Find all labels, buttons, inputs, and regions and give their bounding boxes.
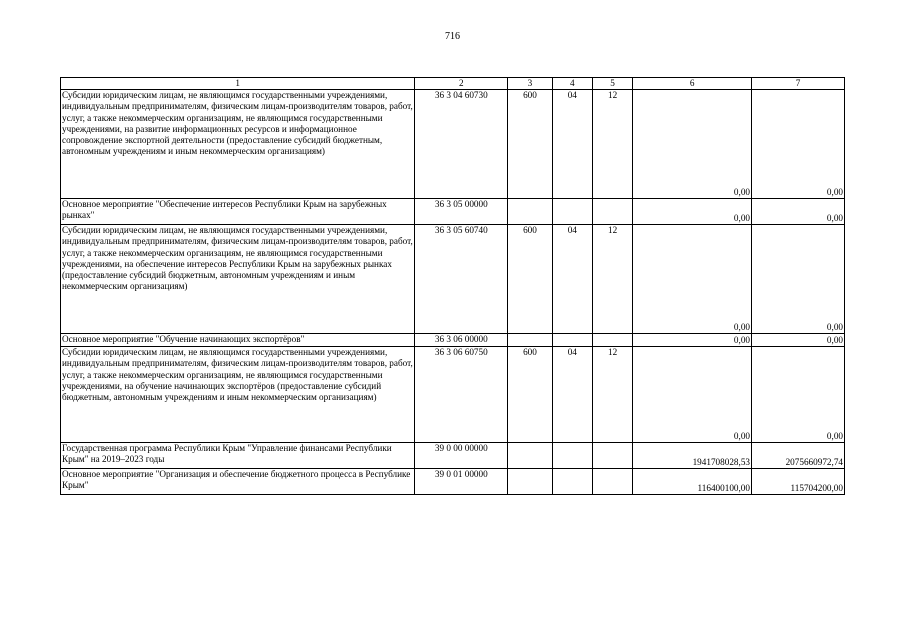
row-col-3 xyxy=(508,334,552,347)
table-row xyxy=(61,469,845,495)
table-row xyxy=(61,225,845,334)
row-code: 36 3 06 60750 xyxy=(415,347,508,443)
header-col-2: 2 xyxy=(415,78,508,90)
row-sum-7: 0,00 xyxy=(752,199,845,225)
header-col-1: 1 xyxy=(61,78,415,90)
row-name: Субсидии юридическим лицам, не являющимся государственными учреждениями, индивидуальным предпринимателям, физическим лицам-производителям товаров, работ, услуг, а также некоммерческим организациям, не являющимся государственными учреждениями, на развитие информационных ресурсов и информационное сопровождение экспортной деятельности (предоставление субсидий бюджетным, автономным учреждениям и иным некоммерческим организациям) xyxy=(61,90,415,199)
row-sum-7: 0,00 xyxy=(752,90,845,199)
row-sum-6: 0,00 xyxy=(633,334,752,347)
row-col-5: 12 xyxy=(592,347,632,443)
row-col-4 xyxy=(552,443,592,469)
row-name: Основное мероприятие "Обучение начинающих экспортёров" xyxy=(61,334,415,347)
row-col-4 xyxy=(552,334,592,347)
row-col-4: 04 xyxy=(552,225,592,334)
row-sum-6: 0,00 xyxy=(633,199,752,225)
row-col-3: 600 xyxy=(508,225,552,334)
row-col-5: 12 xyxy=(592,90,632,199)
row-sum-6: 1941708028,53 xyxy=(633,443,752,469)
row-col-5 xyxy=(592,443,632,469)
budget-table xyxy=(60,77,845,495)
header-col-7: 7 xyxy=(752,78,845,90)
row-col-3 xyxy=(508,469,552,495)
row-col-4 xyxy=(552,199,592,225)
row-col-5 xyxy=(592,334,632,347)
row-sum-6: 0,00 xyxy=(633,90,752,199)
header-col-6: 6 xyxy=(633,78,752,90)
row-sum-7: 0,00 xyxy=(752,347,845,443)
header-row xyxy=(61,78,845,90)
row-code: 36 3 05 00000 xyxy=(415,199,508,225)
header-col-4: 4 xyxy=(552,78,592,90)
row-code: 36 3 05 60740 xyxy=(415,225,508,334)
row-code: 39 0 00 00000 xyxy=(415,443,508,469)
row-code: 36 3 06 00000 xyxy=(415,334,508,347)
table-row xyxy=(61,90,845,199)
row-sum-6: 0,00 xyxy=(633,347,752,443)
page-number: 716 xyxy=(445,31,460,42)
row-name: Государственная программа Республики Крым "Управление финансами Республики Крым" на 2019–2023 годы xyxy=(61,443,415,469)
row-sum-7: 115704200,00 xyxy=(752,469,845,495)
row-name: Основное мероприятие "Организация и обеспечение бюджетного процесса в Республике Крым" xyxy=(61,469,415,495)
row-col-4 xyxy=(552,469,592,495)
row-col-3: 600 xyxy=(508,347,552,443)
row-col-3 xyxy=(508,199,552,225)
row-sum-6: 0,00 xyxy=(633,225,752,334)
header-col-5: 5 xyxy=(592,78,632,90)
row-col-4: 04 xyxy=(552,90,592,199)
table-row xyxy=(61,334,845,347)
row-col-5 xyxy=(592,469,632,495)
row-name: Субсидии юридическим лицам, не являющимся государственными учреждениями, индивидуальным предпринимателям, физическим лицам-производителям товаров, работ, услуг, а также некоммерческим организациям, не являющимся государственными учреждениями, на обеспечение интересов Республики Крым на зарубежных рынках (предоставление субсидий бюджетным, автономным учреждениям и иным некоммерческим организациям) xyxy=(61,225,415,334)
row-col-5: 12 xyxy=(592,225,632,334)
row-sum-6: 116400100,00 xyxy=(633,469,752,495)
row-name: Основное мероприятие "Обеспечение интересов Республики Крым на зарубежных рынках" xyxy=(61,199,415,225)
row-col-3: 600 xyxy=(508,90,552,199)
row-sum-7: 0,00 xyxy=(752,225,845,334)
row-col-5 xyxy=(592,199,632,225)
row-code: 39 0 01 00000 xyxy=(415,469,508,495)
row-sum-7: 0,00 xyxy=(752,334,845,347)
table-row xyxy=(61,443,845,469)
row-col-4: 04 xyxy=(552,347,592,443)
row-sum-7: 2075660972,74 xyxy=(752,443,845,469)
row-col-3 xyxy=(508,443,552,469)
row-code: 36 3 04 60730 xyxy=(415,90,508,199)
table-row xyxy=(61,199,845,225)
table-row xyxy=(61,347,845,443)
row-name: Субсидии юридическим лицам, не являющимся государственными учреждениями, индивидуальным предпринимателям, физическим лицам-производителям товаров, работ, услуг, а также некоммерческим организациям, не являющимся государственными учреждениями, на обучение начинающих экспортёров (предоставление субсидий бюджетным, автономным учреждениям и иным некоммерческим организациям) xyxy=(61,347,415,443)
header-col-3: 3 xyxy=(508,78,552,90)
